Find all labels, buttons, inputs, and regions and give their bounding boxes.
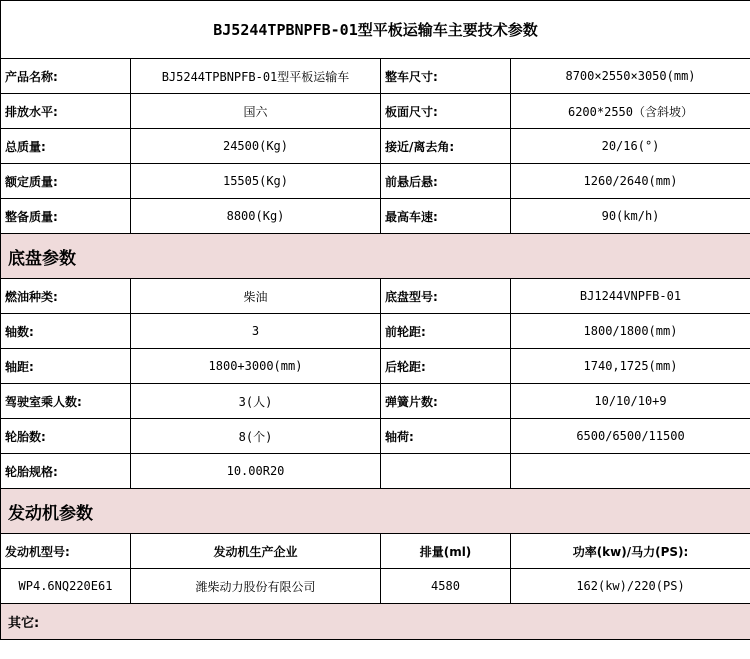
spec-value: 15505(Kg) (131, 164, 381, 199)
page-title: BJ5244TPBNPFB-01型平板运输车主要技术参数 (1, 1, 750, 59)
spec-value: 1260/2640(mm) (511, 164, 750, 199)
table-row (1, 279, 750, 314)
spec-value: 8700×2550×3050(mm) (511, 59, 750, 94)
table-row (1, 199, 750, 234)
spec-label: 整备质量: (1, 199, 131, 234)
table-row (1, 129, 750, 164)
spec-label: 产品名称: (1, 59, 131, 94)
engine-displacement: 4580 (381, 569, 511, 604)
spec-value: 20/16(°) (511, 129, 750, 164)
spec-value: 柴油 (131, 279, 381, 314)
title-row (1, 1, 750, 59)
spec-value: 1800+3000(mm) (131, 349, 381, 384)
spec-label: 前轮距: (381, 314, 511, 349)
spec-label: 轴荷: (381, 419, 511, 454)
spec-label: 接近/离去角: (381, 129, 511, 164)
spec-label: 弹簧片数: (381, 384, 511, 419)
table-row (1, 59, 750, 94)
spec-value: 3(人) (131, 384, 381, 419)
spec-label: 轴数: (1, 314, 131, 349)
spec-label: 轴距: (1, 349, 131, 384)
spec-value (511, 454, 750, 489)
other-label: 其它: (1, 604, 750, 640)
engine-power: 162(kw)/220(PS) (511, 569, 750, 604)
spec-value: BJ5244TPBNPFB-01型平板运输车 (131, 59, 381, 94)
engine-model: WP4.6NQ220E61 (1, 569, 131, 604)
table-row (1, 384, 750, 419)
section-row-engine (1, 489, 750, 534)
spec-label: 驾驶室乘人数: (1, 384, 131, 419)
spec-value: 6500/6500/11500 (511, 419, 750, 454)
column-header: 发动机生产企业 (131, 534, 381, 569)
spec-value: BJ1244VNPFB-01 (511, 279, 750, 314)
table-row (1, 454, 750, 489)
engine-value-row (1, 569, 750, 604)
spec-label: 排放水平: (1, 94, 131, 129)
section-heading-chassis: 底盘参数 (1, 234, 750, 279)
spec-value: 1740,1725(mm) (511, 349, 750, 384)
spec-label: 板面尺寸: (381, 94, 511, 129)
spec-value: 8(个) (131, 419, 381, 454)
column-header: 排量(ml) (381, 534, 511, 569)
spec-value: 1800/1800(mm) (511, 314, 750, 349)
spec-label: 轮胎规格: (1, 454, 131, 489)
table-row (1, 314, 750, 349)
section-row-chassis (1, 234, 750, 279)
table-row (1, 164, 750, 199)
spec-label: 底盘型号: (381, 279, 511, 314)
other-row (1, 604, 750, 640)
spec-label: 整车尺寸: (381, 59, 511, 94)
table-row (1, 94, 750, 129)
column-header: 发动机型号: (1, 534, 131, 569)
spec-label: 后轮距: (381, 349, 511, 384)
spec-value: 10.00R20 (131, 454, 381, 489)
spec-label (381, 454, 511, 489)
table-row (1, 419, 750, 454)
spec-label: 总质量: (1, 129, 131, 164)
spec-label: 额定质量: (1, 164, 131, 199)
table-row (1, 349, 750, 384)
spec-label: 前悬后悬: (381, 164, 511, 199)
spec-value: 24500(Kg) (131, 129, 381, 164)
engine-manufacturer: 潍柴动力股份有限公司 (131, 569, 381, 604)
engine-header-row (1, 534, 750, 569)
spec-label: 燃油种类: (1, 279, 131, 314)
spec-value: 90(km/h) (511, 199, 750, 234)
spec-value: 10/10/10+9 (511, 384, 750, 419)
spec-value: 国六 (131, 94, 381, 129)
section-heading-engine: 发动机参数 (1, 489, 750, 534)
spec-value: 6200*2550（含斜坡） (511, 94, 750, 129)
spec-value: 3 (131, 314, 381, 349)
spec-value: 8800(Kg) (131, 199, 381, 234)
spec-label: 最高车速: (381, 199, 511, 234)
column-header: 功率(kw)/马力(PS): (511, 534, 750, 569)
spec-label: 轮胎数: (1, 419, 131, 454)
